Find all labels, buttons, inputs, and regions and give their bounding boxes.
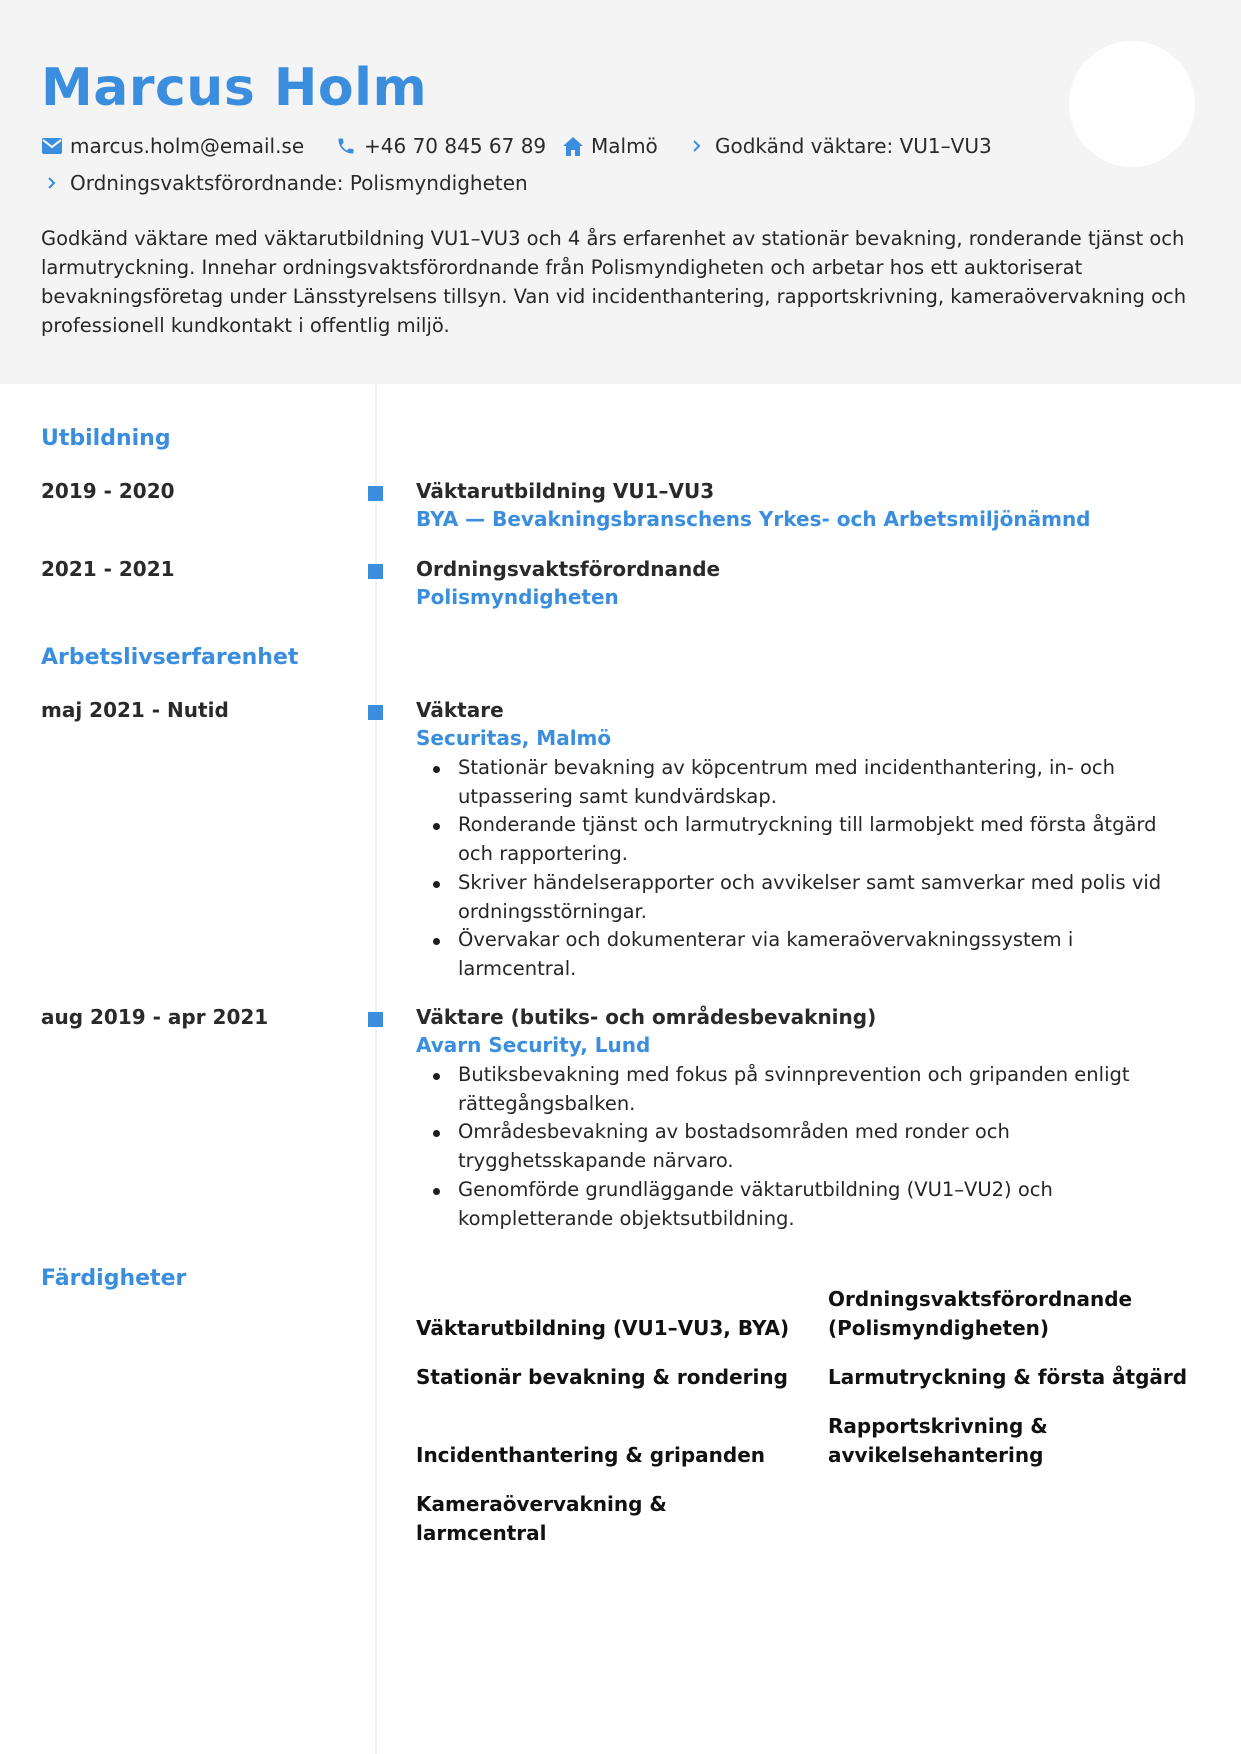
list-item: Övervakar och dokumenterar via kameraövervakningssystem i larmcentral. bbox=[416, 926, 1196, 983]
experience-date: aug 2019 - apr 2021 bbox=[41, 1005, 269, 1029]
profile-summary: Godkänd väktare med väktarutbildning VU1–VU3 och 4 års erfarenhet av stationär bevakning, ronderande tjänst och larmutryckning. Innehar ordningsvaktsförordnande från Polismyndigheten och arbetar hos ett auktoriserat bevakningsföretag under Länsstyrelsens tillsyn. Van vid incidenthantering, rapportskrivning, kameraövervakning och professionell kundkontakt i offentlig miljö. bbox=[41, 227, 1187, 337]
education-date: 2019 - 2020 bbox=[41, 479, 175, 503]
authorization-text: Ordningsvaktsförordnande: Polismyndigheten bbox=[70, 171, 528, 195]
chevron-right-icon bbox=[686, 135, 708, 157]
list-item: Stationär bevakning av köpcentrum med incidenthantering, in- och utpassering samt kundvärdskap. bbox=[416, 754, 1196, 811]
employer: Avarn Security, Lund bbox=[416, 1033, 651, 1057]
experience-date: maj 2021 - Nutid bbox=[41, 698, 229, 722]
skill-item: Stationär bevakning & rondering bbox=[416, 1365, 788, 1389]
chevron-right-icon bbox=[41, 172, 63, 194]
skill-item: Rapportskrivning & avvikelsehantering bbox=[828, 1414, 1048, 1467]
education-date: 2021 - 2021 bbox=[41, 557, 175, 581]
education-entry bbox=[416, 555, 1196, 612]
license-text: Godkänd väktare: VU1–VU3 bbox=[715, 134, 992, 158]
job-title: Väktare (butiks- och områdesbevakning) bbox=[416, 1005, 877, 1029]
envelope-icon bbox=[41, 135, 63, 157]
skill-item: Larmutryckning & första åtgärd bbox=[828, 1365, 1188, 1389]
contact-phone[interactable] bbox=[335, 134, 546, 158]
section-title-experience: Arbetslivserfarenhet bbox=[41, 645, 299, 670]
email-text: marcus.holm@email.se bbox=[70, 134, 305, 158]
list-item: Ronderande tjänst och larmutryckning till larmobjekt med första åtgärd och rapportering. bbox=[416, 811, 1196, 868]
contact-license bbox=[686, 134, 992, 158]
list-item: Butiksbevakning med fokus på svinnprevention och gripanden enligt rättegångsbalken. bbox=[416, 1061, 1196, 1118]
experience-entry bbox=[416, 1003, 1196, 1233]
timeline-marker bbox=[368, 564, 383, 579]
skill-item: Incidenthantering & gripanden bbox=[416, 1443, 766, 1467]
education-entry bbox=[416, 477, 1196, 534]
responsibility-list bbox=[416, 754, 1196, 984]
section-title-skills: Färdigheter bbox=[41, 1266, 187, 1291]
education-title: Ordningsvaktsförordnande bbox=[416, 557, 721, 581]
timeline-marker bbox=[368, 705, 383, 720]
timeline-marker bbox=[368, 1012, 383, 1027]
timeline-divider bbox=[375, 384, 377, 1754]
skill-item: Kameraövervakning & larmcentral bbox=[416, 1492, 667, 1545]
job-title: Väktare bbox=[416, 698, 504, 722]
profile-photo-placeholder bbox=[1069, 41, 1195, 167]
header bbox=[0, 0, 1241, 384]
section-title-education: Utbildning bbox=[41, 426, 171, 451]
education-title: Väktarutbildning VU1–VU3 bbox=[416, 479, 715, 503]
candidate-name: Marcus Holm bbox=[41, 58, 428, 118]
home-icon bbox=[562, 135, 584, 157]
list-item: Områdesbevakning av bostadsområden med ronder och trygghetsskapande närvaro. bbox=[416, 1118, 1196, 1175]
employer: Securitas, Malmö bbox=[416, 726, 612, 750]
timeline-marker bbox=[368, 486, 383, 501]
list-item: Skriver händelserapporter och avvikelser samt samverkar med polis vid ordningsstörningar. bbox=[416, 869, 1196, 926]
skill-item: Ordningsvaktsförordnande (Polismyndigheten) bbox=[828, 1287, 1133, 1340]
education-org: Polismyndigheten bbox=[416, 585, 619, 609]
education-org: BYA — Bevakningsbranschens Yrkes- och Arbetsmiljönämnd bbox=[416, 507, 1091, 531]
location-text: Malmö bbox=[591, 134, 658, 158]
skill-item: Väktarutbildning (VU1–VU3, BYA) bbox=[416, 1316, 790, 1340]
responsibility-list bbox=[416, 1061, 1196, 1233]
phone-text: +46 70 845 67 89 bbox=[364, 134, 547, 158]
experience-entry bbox=[416, 696, 1196, 984]
list-item: Genomförde grundläggande väktarutbildning (VU1–VU2) och kompletterande objektsutbildning. bbox=[416, 1176, 1196, 1233]
phone-icon bbox=[335, 135, 357, 157]
contact-authorization bbox=[41, 171, 528, 195]
contact-email[interactable] bbox=[41, 134, 304, 158]
contact-location bbox=[562, 134, 658, 158]
